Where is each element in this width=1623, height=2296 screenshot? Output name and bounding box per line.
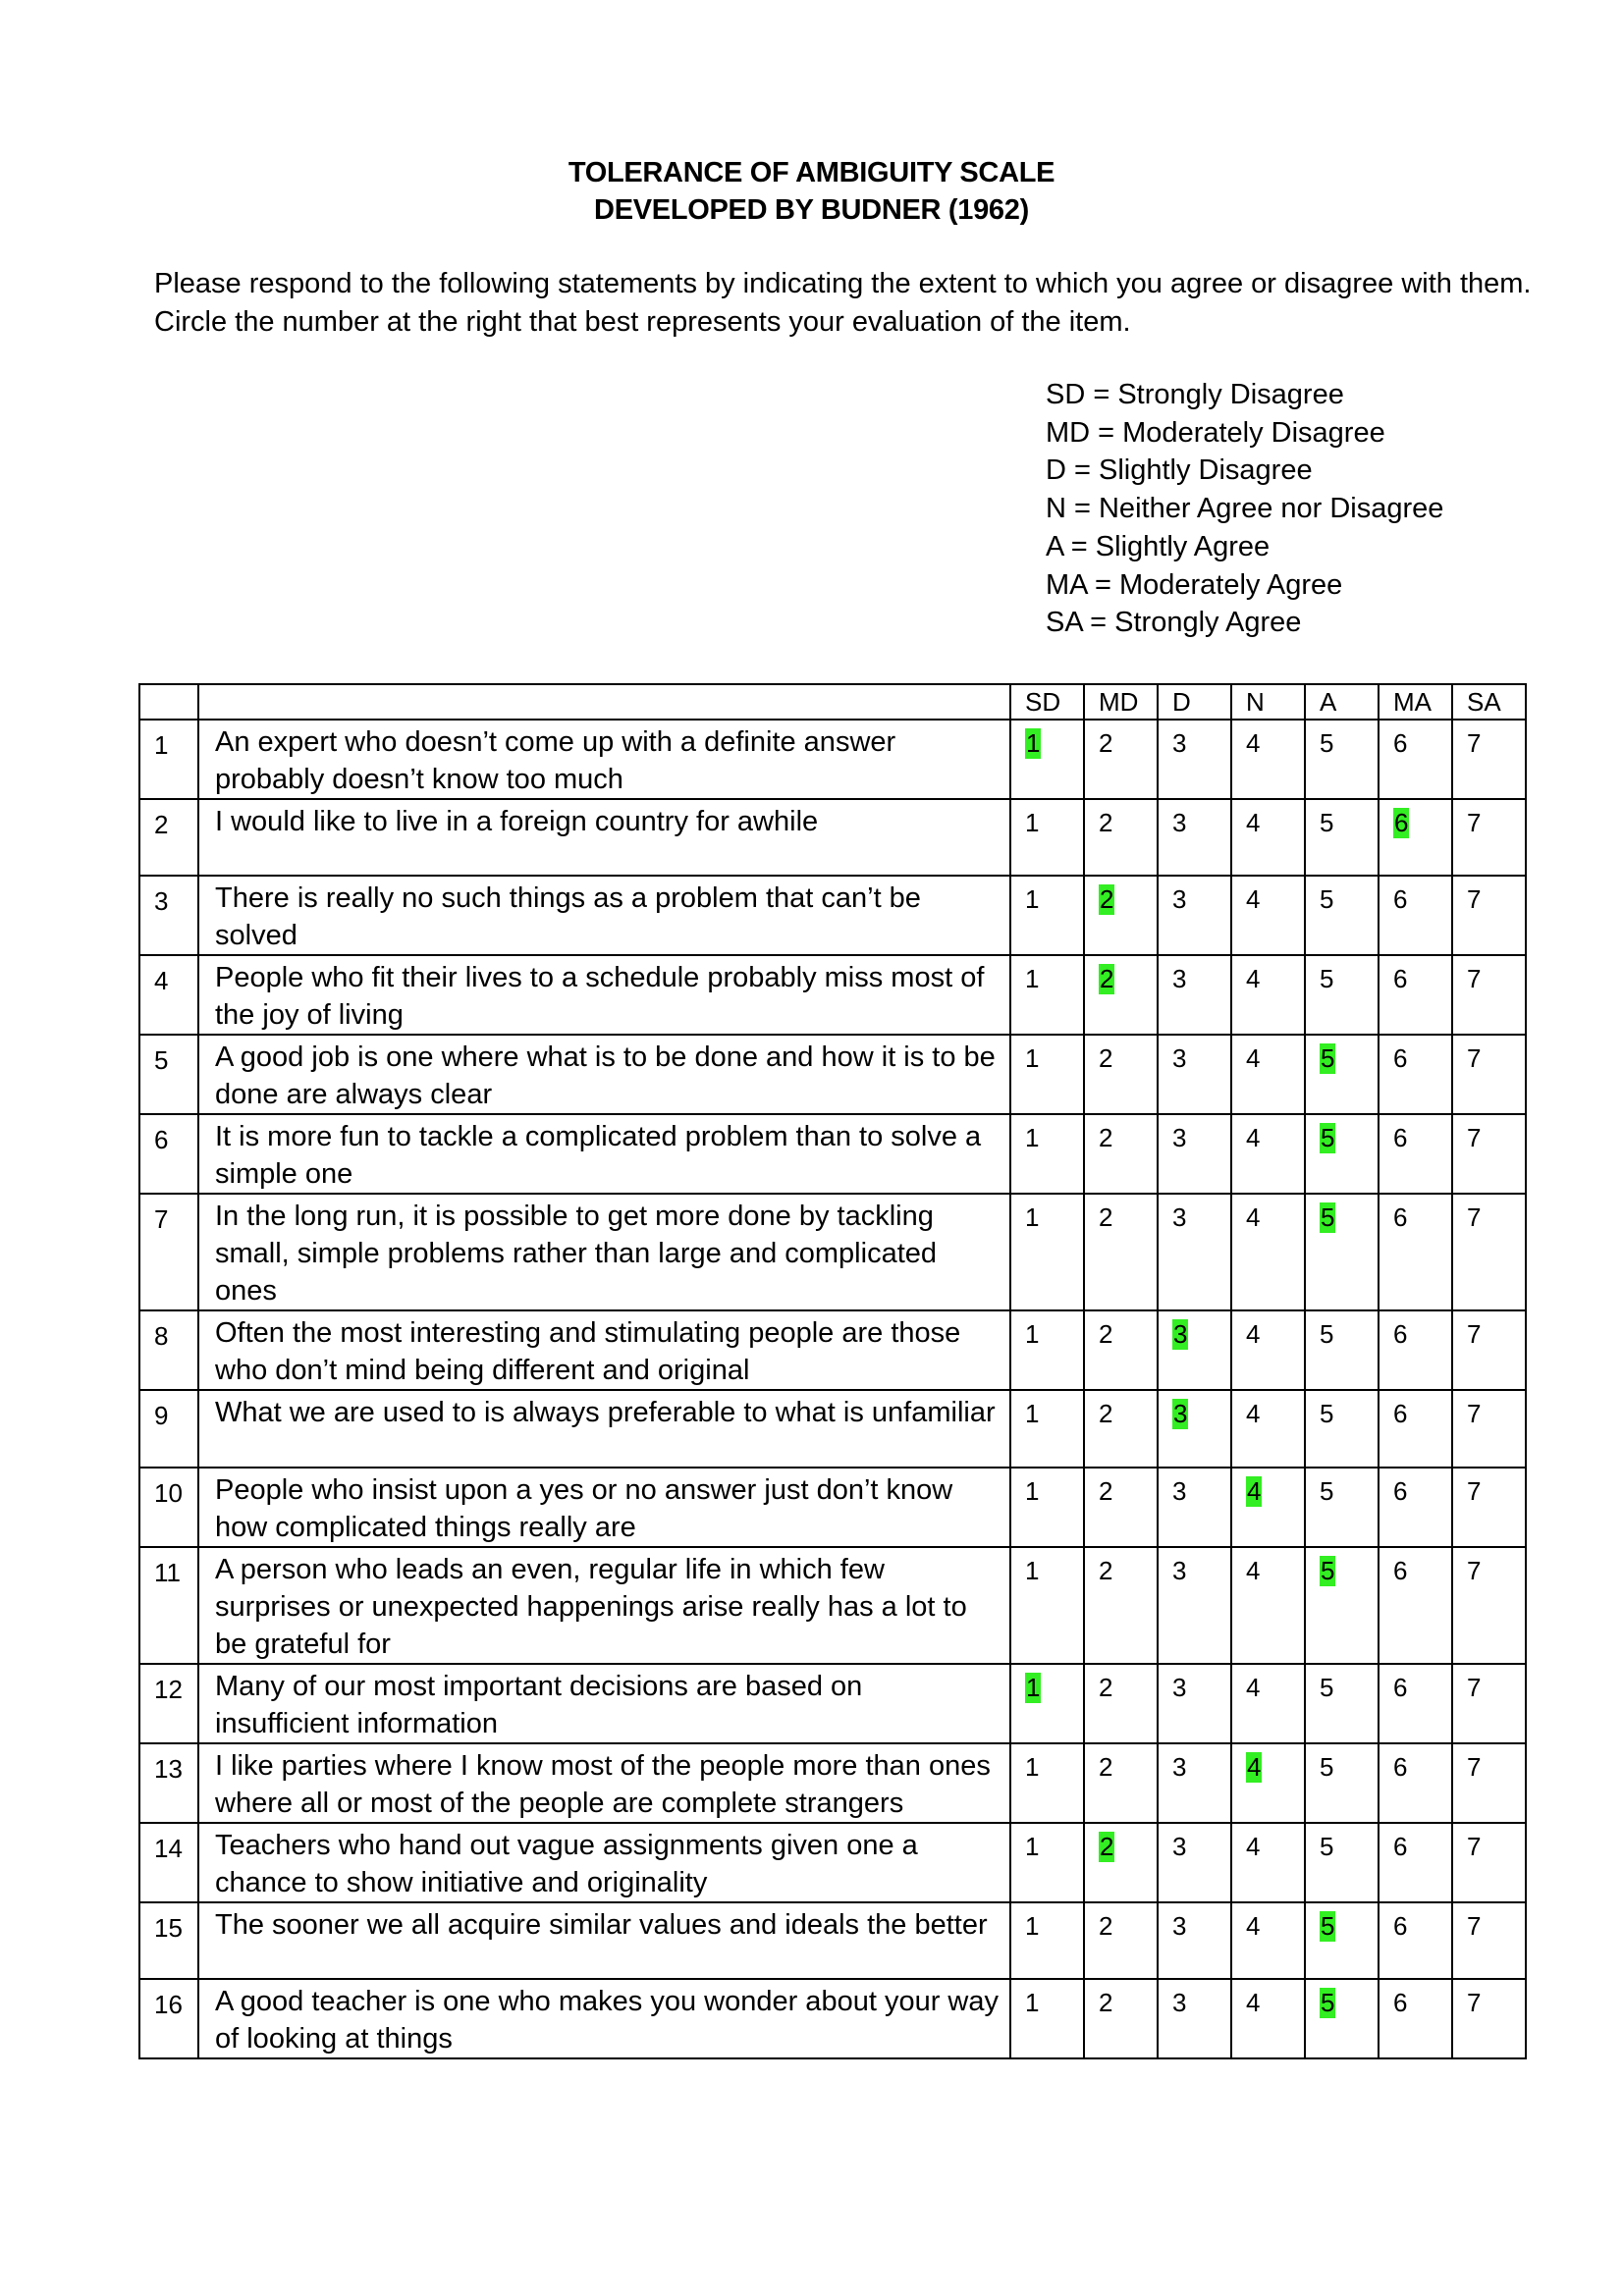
rating-option-cell[interactable]	[1158, 1664, 1231, 1743]
rating-value: 7	[1467, 1751, 1482, 1782]
rating-value: 3	[1172, 1555, 1187, 1585]
rating-option-cell[interactable]	[1231, 1547, 1305, 1664]
rating-value: 2	[1099, 1672, 1113, 1702]
rating-value: 4	[1246, 1202, 1261, 1233]
rating-value: 7	[1467, 1475, 1482, 1506]
rating-value: 3	[1172, 728, 1187, 758]
rating-value: 4	[1246, 1399, 1261, 1429]
selected-rating-value: 4	[1247, 1475, 1262, 1506]
rating-option-cell[interactable]	[1305, 1390, 1379, 1467]
rating-value: 5	[1320, 728, 1334, 758]
rating-value: 5	[1320, 808, 1334, 837]
rating-option-cell[interactable]	[1379, 1902, 1452, 1979]
rating-option-cell[interactable]	[1084, 1194, 1158, 1310]
rating-value: 3	[1172, 884, 1187, 915]
rating-option-cell[interactable]	[1158, 1468, 1231, 1547]
rating-value: 1	[1025, 1319, 1040, 1350]
rating-value: 7	[1467, 1831, 1482, 1861]
legend-item: SA = Strongly Agree	[1046, 607, 1302, 639]
rating-option-cell[interactable]	[1379, 876, 1452, 955]
rating-option-cell[interactable]	[1158, 720, 1231, 799]
item-number: 2	[139, 799, 198, 876]
rating-value: 2	[1099, 808, 1113, 837]
rating-value: 7	[1467, 1202, 1482, 1233]
rating-option-cell[interactable]	[1305, 1902, 1379, 1979]
rating-value: 6	[1393, 884, 1408, 915]
item-number: 6	[139, 1114, 198, 1194]
rating-option-cell[interactable]	[1379, 1310, 1452, 1390]
rating-option-cell[interactable]	[1231, 799, 1305, 876]
rating-option-cell[interactable]	[1452, 1743, 1526, 1823]
rating-value: 7	[1467, 1988, 1482, 2018]
header-statement-cell	[198, 684, 1010, 720]
rating-option-cell[interactable]	[1010, 1743, 1084, 1823]
rating-option-cell[interactable]	[1305, 1194, 1379, 1310]
item-statement: An expert who doesn’t come up with a definite answer probably doesn’t know too much	[198, 720, 1010, 799]
rating-value: 7	[1467, 1672, 1482, 1702]
rating-value: 3	[1172, 1123, 1187, 1153]
legend-item: SD = Strongly Disagree	[1046, 379, 1344, 410]
rating-value: 4	[1246, 1831, 1261, 1861]
rating-value: 2	[1099, 1202, 1113, 1233]
rating-value: 2	[1099, 1319, 1113, 1350]
rating-option-cell[interactable]	[1305, 1468, 1379, 1547]
rating-option-cell[interactable]	[1158, 876, 1231, 955]
table-row	[139, 799, 1526, 876]
rating-option-cell[interactable]	[1452, 1979, 1526, 2058]
rating-option-cell[interactable]	[1158, 1979, 1231, 2058]
rating-value: 3	[1172, 1910, 1187, 1941]
rating-option-cell[interactable]	[1158, 1390, 1231, 1467]
item-number: 5	[139, 1035, 198, 1114]
table-row	[139, 1664, 1526, 1743]
rating-option-cell[interactable]	[1452, 1390, 1526, 1467]
rating-value: 1	[1025, 1988, 1040, 2018]
item-number: 3	[139, 876, 198, 955]
rating-option-cell[interactable]	[1084, 1390, 1158, 1467]
rating-value: 6	[1393, 1475, 1408, 1506]
rating-option-cell[interactable]	[1231, 1823, 1305, 1902]
column-header-n: N	[1231, 684, 1305, 720]
rating-option-cell[interactable]	[1379, 1664, 1452, 1743]
rating-option-cell[interactable]	[1231, 1035, 1305, 1114]
rating-value: 4	[1246, 1672, 1261, 1702]
table-body	[139, 720, 1526, 2058]
rating-value: 6	[1393, 964, 1408, 994]
rating-option-cell[interactable]	[1231, 1743, 1305, 1823]
rating-value: 3	[1172, 1043, 1187, 1074]
rating-option-cell[interactable]	[1305, 799, 1379, 876]
column-header-ma: MA	[1379, 684, 1452, 720]
rating-option-cell[interactable]	[1231, 1310, 1305, 1390]
rating-option-cell[interactable]	[1231, 1468, 1305, 1547]
legend-item: MA = Moderately Agree	[1046, 568, 1343, 601]
rating-option-cell[interactable]	[1305, 720, 1379, 799]
instructions-line-1: Please respond to the following statements by indicating the extent to which you agree or disagree with them.	[154, 268, 1532, 299]
rating-value: 3	[1172, 1202, 1187, 1233]
rating-option-cell[interactable]	[1010, 1902, 1084, 1979]
rating-option-cell[interactable]	[1379, 1114, 1452, 1194]
rating-option-cell[interactable]	[1010, 1468, 1084, 1547]
table-row	[139, 1035, 1526, 1114]
rating-option-cell[interactable]	[1379, 1035, 1452, 1114]
rating-value: 4	[1246, 808, 1261, 837]
rating-option-cell[interactable]	[1231, 1979, 1305, 2058]
item-statement: Many of our most important decisions are based on insufficient information	[198, 1664, 1010, 1743]
rating-value: 3	[1172, 1751, 1187, 1782]
rating-option-cell[interactable]	[1010, 1035, 1084, 1114]
item-statement: A good teacher is one who makes you wonder about your way of looking at things	[198, 1979, 1010, 2058]
rating-value: 1	[1025, 1202, 1040, 1233]
rating-option-cell[interactable]	[1084, 1547, 1158, 1664]
rating-value: 5	[1320, 1475, 1334, 1506]
rating-value: 2	[1099, 1555, 1113, 1585]
table-row	[139, 955, 1526, 1035]
rating-value: 1	[1025, 1123, 1040, 1153]
rating-option-cell[interactable]	[1084, 876, 1158, 955]
rating-value: 2	[1099, 1988, 1113, 2018]
rating-value: 3	[1172, 1831, 1187, 1861]
rating-option-cell[interactable]	[1379, 1390, 1452, 1467]
item-statement: Teachers who hand out vague assignments given one a chance to show initiative and originality	[198, 1823, 1010, 1902]
rating-value: 5	[1320, 884, 1334, 915]
rating-option-cell[interactable]	[1305, 1310, 1379, 1390]
rating-option-cell[interactable]	[1379, 1823, 1452, 1902]
rating-option-cell[interactable]	[1158, 1743, 1231, 1823]
item-statement: There is really no such things as a problem that can’t be solved	[198, 876, 1010, 955]
selected-rating-value: 2	[1100, 884, 1114, 915]
legend-item: MD = Moderately Disagree	[1046, 416, 1385, 449]
item-statement: In the long run, it is possible to get more done by tackling small, simple problems rather than large and complicated ones	[198, 1194, 1010, 1310]
rating-option-cell[interactable]	[1379, 1194, 1452, 1310]
item-statement: A person who leads an even, regular life in which few surprises or unexpected happenings arise really has a lot to be grateful for	[198, 1547, 1010, 1664]
rating-option-cell[interactable]	[1010, 1390, 1084, 1467]
rating-option-cell[interactable]	[1158, 1114, 1231, 1194]
rating-value: 2	[1099, 1043, 1113, 1074]
table-row	[139, 1902, 1526, 1979]
rating-option-cell[interactable]	[1231, 1390, 1305, 1467]
legend-item: N = Neither Agree nor Disagree	[1046, 493, 1444, 525]
rating-option-cell[interactable]	[1231, 1194, 1305, 1310]
item-number: 13	[139, 1743, 198, 1823]
rating-value: 3	[1172, 1672, 1187, 1702]
rating-value: 1	[1025, 1399, 1040, 1429]
rating-value: 7	[1467, 1123, 1482, 1153]
rating-option-cell[interactable]	[1084, 720, 1158, 799]
rating-option-cell[interactable]	[1084, 1310, 1158, 1390]
rating-option-cell[interactable]	[1452, 1902, 1526, 1979]
rating-option-cell[interactable]	[1379, 720, 1452, 799]
rating-option-cell[interactable]	[1379, 1547, 1452, 1664]
item-number: 12	[139, 1664, 198, 1743]
rating-option-cell[interactable]	[1231, 955, 1305, 1035]
rating-value: 7	[1467, 1399, 1482, 1429]
rating-option-cell[interactable]	[1452, 1194, 1526, 1310]
item-statement: I would like to live in a foreign country for awhile	[198, 799, 1010, 876]
rating-option-cell[interactable]	[1452, 720, 1526, 799]
rating-option-cell[interactable]	[1305, 1547, 1379, 1664]
rating-value: 4	[1246, 1910, 1261, 1941]
rating-value: 1	[1025, 1043, 1040, 1074]
column-header-d: D	[1158, 684, 1231, 720]
rating-value: 4	[1246, 1555, 1261, 1585]
rating-option-cell[interactable]	[1379, 1743, 1452, 1823]
rating-value: 6	[1393, 1751, 1408, 1782]
rating-table	[138, 683, 1527, 2059]
rating-option-cell[interactable]	[1158, 1902, 1231, 1979]
rating-value: 6	[1393, 1831, 1408, 1861]
rating-option-cell[interactable]	[1305, 1664, 1379, 1743]
rating-option-cell[interactable]	[1158, 1547, 1231, 1664]
page-title: TOLERANCE OF AMBIGUITY SCALE	[568, 157, 1055, 188]
rating-value: 2	[1099, 1751, 1113, 1782]
rating-value: 6	[1393, 1319, 1408, 1350]
instructions-line-2: Circle the number at the right that best represents your evaluation of the item.	[154, 306, 1131, 338]
rating-option-cell[interactable]	[1231, 1664, 1305, 1743]
rating-option-cell[interactable]	[1010, 1114, 1084, 1194]
rating-option-cell[interactable]	[1379, 799, 1452, 876]
rating-option-cell[interactable]	[1305, 876, 1379, 955]
rating-legend	[1046, 376, 1443, 642]
rating-option-cell[interactable]	[1010, 1664, 1084, 1743]
rating-value: 4	[1246, 1123, 1261, 1153]
table-row	[139, 876, 1526, 955]
rating-option-cell[interactable]	[1231, 876, 1305, 955]
rating-option-cell[interactable]	[1305, 1035, 1379, 1114]
legend-item: D = Slightly Disagree	[1046, 454, 1313, 487]
rating-option-cell[interactable]	[1084, 1468, 1158, 1547]
rating-value: 3	[1172, 808, 1187, 837]
rating-option-cell[interactable]	[1452, 1114, 1526, 1194]
rating-option-cell[interactable]	[1231, 720, 1305, 799]
rating-value: 6	[1393, 1555, 1408, 1585]
rating-value: 1	[1025, 808, 1040, 837]
rating-value: 6	[1393, 1910, 1408, 1941]
rating-option-cell[interactable]	[1010, 720, 1084, 799]
rating-value: 4	[1246, 1319, 1261, 1350]
item-number: 1	[139, 720, 198, 799]
table-row	[139, 1310, 1526, 1390]
item-statement: The sooner we all acquire similar values and ideals the better	[198, 1902, 1010, 1979]
instructions	[154, 265, 1532, 342]
rating-value: 7	[1467, 964, 1482, 994]
rating-value: 5	[1320, 1751, 1334, 1782]
rating-option-cell[interactable]	[1084, 1114, 1158, 1194]
rating-value: 4	[1246, 884, 1261, 915]
column-header-a: A	[1305, 684, 1379, 720]
item-statement: People who insist upon a yes or no answer just don’t know how complicated things really are	[198, 1468, 1010, 1547]
item-statement: What we are used to is always preferable to what is unfamiliar	[198, 1390, 1010, 1467]
rating-value: 1	[1025, 964, 1040, 994]
rating-value: 6	[1393, 1672, 1408, 1702]
rating-option-cell[interactable]	[1231, 1902, 1305, 1979]
item-statement: People who fit their lives to a schedule probably miss most of the joy of living	[198, 955, 1010, 1035]
table-row	[139, 1390, 1526, 1467]
rating-value: 1	[1025, 1831, 1040, 1861]
table-row	[139, 1114, 1526, 1194]
rating-option-cell[interactable]	[1084, 799, 1158, 876]
rating-option-cell[interactable]	[1084, 1664, 1158, 1743]
rating-option-cell[interactable]	[1084, 1902, 1158, 1979]
rating-option-cell[interactable]	[1010, 1979, 1084, 2058]
item-statement: Often the most interesting and stimulating people are those who don’t mind being different and original	[198, 1310, 1010, 1390]
column-header-md: MD	[1084, 684, 1158, 720]
rating-value: 6	[1393, 1988, 1408, 2018]
rating-value: 3	[1172, 1988, 1187, 2018]
rating-value: 7	[1467, 1043, 1482, 1074]
rating-option-cell[interactable]	[1305, 1743, 1379, 1823]
rating-option-cell[interactable]	[1010, 955, 1084, 1035]
table-row	[139, 1979, 1526, 2058]
selected-rating-value: 1	[1026, 728, 1041, 758]
rating-value: 5	[1320, 964, 1334, 994]
rating-option-cell[interactable]	[1158, 1823, 1231, 1902]
selected-rating-value: 5	[1321, 1123, 1335, 1153]
column-header-sd: SD	[1010, 684, 1084, 720]
rating-value: 4	[1246, 728, 1261, 758]
selected-rating-value: 5	[1321, 1043, 1335, 1074]
table-row	[139, 1823, 1526, 1902]
item-statement: A good job is one where what is to be done and how it is to be done are always clear	[198, 1035, 1010, 1114]
item-number: 7	[139, 1194, 198, 1310]
rating-value: 6	[1393, 1043, 1408, 1074]
rating-option-cell[interactable]	[1010, 1310, 1084, 1390]
rating-value: 5	[1320, 1399, 1334, 1429]
rating-value: 6	[1393, 1123, 1408, 1153]
rating-value: 7	[1467, 1910, 1482, 1941]
rating-value: 2	[1099, 1910, 1113, 1941]
rating-option-cell[interactable]	[1452, 876, 1526, 955]
rating-option-cell[interactable]	[1158, 955, 1231, 1035]
item-number: 11	[139, 1547, 198, 1664]
selected-rating-value: 5	[1321, 1555, 1335, 1585]
rating-value: 2	[1099, 1123, 1113, 1153]
item-number: 4	[139, 955, 198, 1035]
rating-option-cell[interactable]	[1379, 1468, 1452, 1547]
table-header-row	[139, 684, 1526, 720]
rating-option-cell[interactable]	[1452, 1664, 1526, 1743]
rating-option-cell[interactable]	[1305, 1114, 1379, 1194]
rating-option-cell[interactable]	[1452, 1035, 1526, 1114]
selected-rating-value: 5	[1321, 1988, 1335, 2018]
rating-value: 5	[1320, 1672, 1334, 1702]
selected-rating-value: 2	[1100, 1831, 1114, 1861]
item-number: 8	[139, 1310, 198, 1390]
rating-value: 1	[1025, 1910, 1040, 1941]
rating-value: 2	[1099, 1475, 1113, 1506]
selected-rating-value: 5	[1321, 1202, 1335, 1233]
rating-value: 7	[1467, 1555, 1482, 1585]
rating-value: 4	[1246, 964, 1261, 994]
rating-value: 3	[1172, 964, 1187, 994]
rating-option-cell[interactable]	[1084, 955, 1158, 1035]
table-row	[139, 1743, 1526, 1823]
rating-option-cell[interactable]	[1158, 799, 1231, 876]
rating-option-cell[interactable]	[1010, 1194, 1084, 1310]
rating-option-cell[interactable]	[1158, 1194, 1231, 1310]
rating-option-cell[interactable]	[1452, 1310, 1526, 1390]
rating-value: 6	[1393, 1399, 1408, 1429]
item-statement: I like parties where I know most of the people more than ones where all or most of the people are complete strangers	[198, 1743, 1010, 1823]
rating-option-cell[interactable]	[1452, 955, 1526, 1035]
item-number: 16	[139, 1979, 198, 2058]
rating-option-cell[interactable]	[1158, 1035, 1231, 1114]
table-row	[139, 720, 1526, 799]
rating-option-cell[interactable]	[1084, 1035, 1158, 1114]
page-subtitle: DEVELOPED BY BUDNER (1962)	[594, 194, 1029, 226]
rating-option-cell[interactable]	[1452, 1823, 1526, 1902]
rating-option-cell[interactable]	[1379, 1979, 1452, 2058]
rating-value: 1	[1025, 1475, 1040, 1506]
rating-option-cell[interactable]	[1305, 1823, 1379, 1902]
rating-option-cell[interactable]	[1305, 1979, 1379, 2058]
rating-value: 2	[1099, 1399, 1113, 1429]
rating-value: 2	[1099, 728, 1113, 758]
rating-value: 4	[1246, 1988, 1261, 2018]
rating-value: 1	[1025, 884, 1040, 915]
selected-rating-value: 6	[1394, 808, 1409, 837]
rating-option-cell[interactable]	[1010, 1547, 1084, 1664]
rating-value: 6	[1393, 1202, 1408, 1233]
rating-option-cell[interactable]	[1231, 1114, 1305, 1194]
selected-rating-value: 1	[1026, 1672, 1041, 1702]
rating-value: 1	[1025, 1751, 1040, 1782]
item-statement: It is more fun to tackle a complicated problem than to solve a simple one	[198, 1114, 1010, 1194]
item-number: 14	[139, 1823, 198, 1902]
column-header-sa: SA	[1452, 684, 1526, 720]
rating-value: 7	[1467, 808, 1482, 837]
selected-rating-value: 5	[1321, 1910, 1335, 1941]
rating-option-cell[interactable]	[1158, 1310, 1231, 1390]
rating-option-cell[interactable]	[1010, 799, 1084, 876]
header-num-cell	[139, 684, 198, 720]
rating-value: 6	[1393, 728, 1408, 758]
rating-option-cell[interactable]	[1084, 1823, 1158, 1902]
rating-value: 1	[1025, 1555, 1040, 1585]
table-row	[139, 1547, 1526, 1664]
selected-rating-value: 2	[1100, 964, 1114, 994]
rating-value: 7	[1467, 728, 1482, 758]
table-row	[139, 1468, 1526, 1547]
selected-rating-value: 3	[1173, 1319, 1188, 1350]
legend-item: A = Slightly Agree	[1046, 530, 1271, 562]
rating-value: 7	[1467, 1319, 1482, 1350]
rating-value: 3	[1172, 1475, 1187, 1506]
rating-option-cell[interactable]	[1010, 876, 1084, 955]
rating-option-cell[interactable]	[1084, 1743, 1158, 1823]
selected-rating-value: 3	[1173, 1399, 1188, 1429]
table-row	[139, 1194, 1526, 1310]
item-number: 9	[139, 1390, 198, 1467]
selected-rating-value: 4	[1247, 1751, 1262, 1782]
rating-option-cell[interactable]	[1010, 1823, 1084, 1902]
rating-option-cell[interactable]	[1452, 1468, 1526, 1547]
rating-option-cell[interactable]	[1452, 799, 1526, 876]
rating-option-cell[interactable]	[1084, 1979, 1158, 2058]
rating-option-cell[interactable]	[1305, 955, 1379, 1035]
rating-value: 7	[1467, 884, 1482, 915]
item-number: 15	[139, 1902, 198, 1979]
rating-value: 4	[1246, 1043, 1261, 1074]
rating-value: 5	[1320, 1319, 1334, 1350]
item-number: 10	[139, 1468, 198, 1547]
rating-option-cell[interactable]	[1379, 955, 1452, 1035]
rating-option-cell[interactable]	[1452, 1547, 1526, 1664]
rating-value: 5	[1320, 1831, 1334, 1861]
